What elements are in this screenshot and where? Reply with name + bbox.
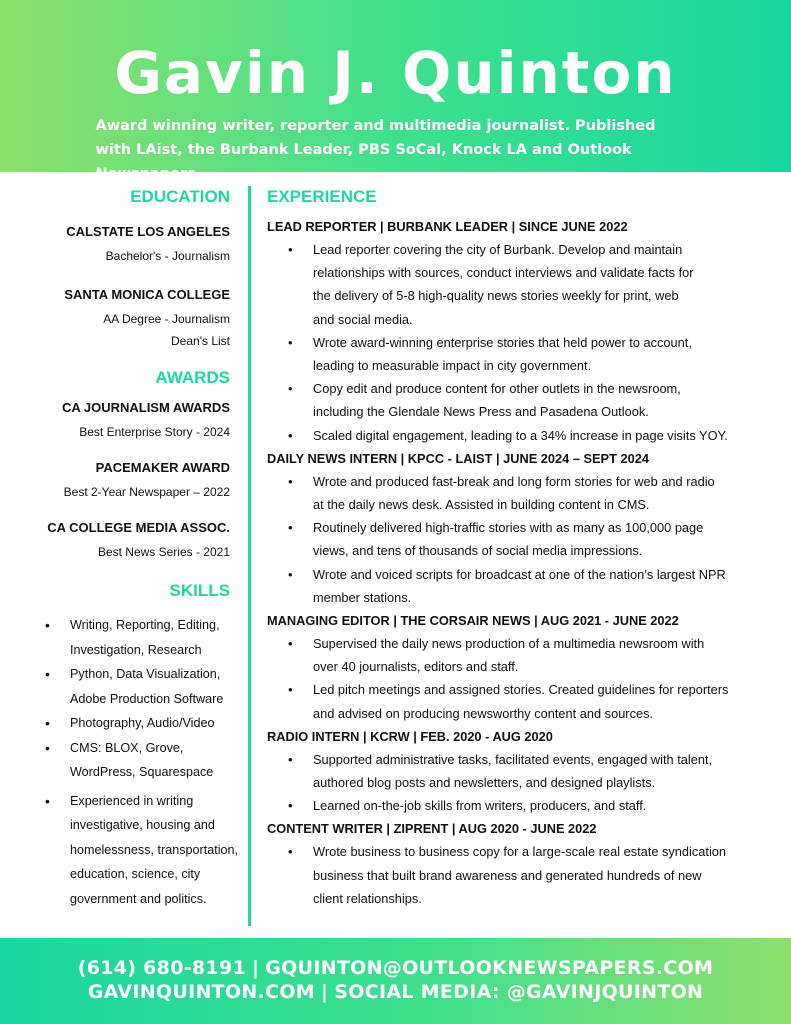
bullet-icon: • (45, 715, 50, 731)
skill-item: • Experienced in writing investigative, housing and homelessness, transportation, education, science, city government and politics. (0, 789, 248, 912)
job-bullets (267, 632, 767, 725)
school-name: SANTA MONICA COLLEGE (64, 287, 230, 302)
honor: Dean's List (171, 334, 230, 348)
contact-footer (0, 938, 791, 1024)
left-column (0, 172, 248, 911)
education-heading: EDUCATION (130, 187, 230, 206)
bullet-icon: • (288, 798, 293, 814)
bullet-icon: • (288, 473, 293, 489)
skill-item: • CMS: BLOX, Grove, WordPress, Squarespace (0, 736, 248, 785)
awards-heading: AWARDS (155, 368, 230, 387)
separator: | (252, 957, 260, 979)
bullet-icon: • (45, 666, 50, 682)
bullet-icon: • (288, 751, 293, 767)
skills-heading: SKILLS (169, 581, 230, 600)
award-item (0, 520, 248, 559)
job-bullet: • Scaled digital engagement, leading to a 34% increase in page visits YOY. (267, 424, 767, 447)
job-entry (267, 725, 767, 818)
bullet-icon: • (288, 682, 293, 698)
job-bullet: • Wrote and voiced scripts for broadcast at one of the nation’s largest NPR member stations. (267, 563, 767, 609)
separator: | (321, 981, 329, 1003)
resume-header (0, 0, 791, 182)
education-item (0, 224, 248, 263)
job-bullets (267, 470, 767, 609)
job-entry (267, 215, 767, 447)
bullet-icon: • (288, 427, 293, 443)
job-title: DAILY NEWS INTERN | KPCC - LAIST | JUNE 2024 – SEPT 2024 (267, 450, 649, 466)
award-name: CA JOURNALISM AWARDS (61, 400, 230, 415)
bullet-icon: • (288, 566, 293, 582)
experience-heading: EXPERIENCE (267, 187, 377, 206)
skill-item: • Python, Data Visualization, Adobe Production Software (0, 662, 248, 711)
award-name: CA COLLEGE MEDIA ASSOC. (47, 520, 230, 535)
phone-number[interactable]: (614) 680-8191 (77, 957, 246, 979)
column-divider (248, 186, 251, 926)
bullet-icon: • (288, 381, 293, 397)
degree: AA Degree - Journalism (103, 312, 230, 326)
bullet-icon: • (45, 739, 50, 756)
bullet-icon: • (288, 844, 293, 860)
bullet-icon: • (288, 520, 293, 536)
job-bullet: • Wrote business to business copy for a large-scale real estate syndication business that built brand awareness and generated hundreds of new client relationships. (267, 840, 767, 910)
contact-line-2 (0, 980, 791, 1004)
award-item (0, 460, 248, 499)
job-bullet: • Led pitch meetings and assigned stories. Created guidelines for reporters and advised on producing newsworthy content and sources. (267, 678, 767, 724)
skill-item: • Writing, Reporting, Editing, Investigation, Research (0, 613, 248, 662)
job-bullet: • Copy edit and produce content for other outlets in the newsroom, including the Glendale News Press and Pasadena Outlook. (267, 377, 767, 423)
job-title: RADIO INTERN | KCRW | FEB. 2020 - AUG 2020 (267, 728, 553, 744)
bullet-icon: • (45, 617, 50, 633)
social-media-handle[interactable]: SOCIAL MEDIA: @GAVINJQUINTON (334, 981, 704, 1003)
job-bullet: • Supervised the daily news production of a multimedia newsroom with over 40 journalists, editors and staff. (267, 632, 767, 678)
job-bullet: • Routinely delivered high-traffic stories with as many as 100,000 page views, and tens of thousands of social media impressions. (267, 516, 767, 562)
award-detail: Best Enterprise Story - 2024 (79, 425, 230, 439)
job-entry (267, 817, 767, 910)
right-column (267, 172, 767, 910)
education-item (0, 287, 248, 348)
job-bullet: • Supported administrative tasks, facilitated events, engaged with talent, authored blog posts and newsletters, and designed playlists. (267, 748, 767, 794)
bullet-icon: • (45, 792, 50, 809)
skills-list (0, 613, 248, 911)
skill-item: • Photography, Audio/Video (0, 711, 248, 736)
bullet-icon: • (288, 334, 293, 350)
website-link[interactable]: GAVINQUINTON.COM (87, 981, 316, 1003)
job-entry (267, 447, 767, 609)
job-title: LEAD REPORTER | BURBANK LEADER | SINCE JUNE 2022 (267, 219, 628, 234)
award-item (0, 400, 248, 439)
job-bullet: • Learned on-the-job skills from writers, producers, and staff. (267, 794, 767, 817)
tagline: Award winning writer, reporter and multimedia journalist. Published with LAist, the Burbank Leader, PBS SoCal, Knock LA and Outlook Newspapers (95, 118, 656, 182)
applicant-name: Gavin J. Quinton (114, 39, 677, 107)
degree: Bachelor's - Journalism (105, 249, 230, 263)
job-title: CONTENT WRITER | ZIPRENT | AUG 2020 - JUNE 2022 (267, 821, 597, 837)
school-name: CALSTATE LOS ANGELES (66, 224, 230, 239)
email-link[interactable]: GQUINTON@OUTLOOKNEWSPAPERS.COM (265, 957, 714, 979)
job-bullet: • Lead reporter covering the city of Burbank. Develop and maintain relationships with sources, conduct interviews and validate facts for the delivery of 5-8 high-quality news stories weekly for print, web and social media. (267, 238, 767, 331)
award-name: PACEMAKER AWARD (95, 460, 230, 475)
contact-line-1 (0, 956, 791, 980)
bullet-icon: • (288, 636, 293, 652)
bullet-icon: • (288, 242, 293, 257)
job-bullets (267, 748, 767, 818)
job-bullets (267, 840, 767, 910)
award-detail: Best 2-Year Newspaper – 2022 (63, 485, 230, 499)
job-bullets (267, 238, 767, 447)
job-bullet: • Wrote award-winning enterprise stories that held power to account, leading to measurable impact in city government. (267, 331, 767, 377)
job-entry (267, 609, 767, 725)
award-detail: Best News Series - 2021 (97, 545, 230, 559)
job-title: MANAGING EDITOR | THE CORSAIR NEWS | AUG 2021 - JUNE 2022 (267, 613, 679, 629)
job-bullet: • Wrote and produced fast-break and long form stories for web and radio at the daily news desk. Assisted in building content in CMS. (267, 470, 767, 516)
